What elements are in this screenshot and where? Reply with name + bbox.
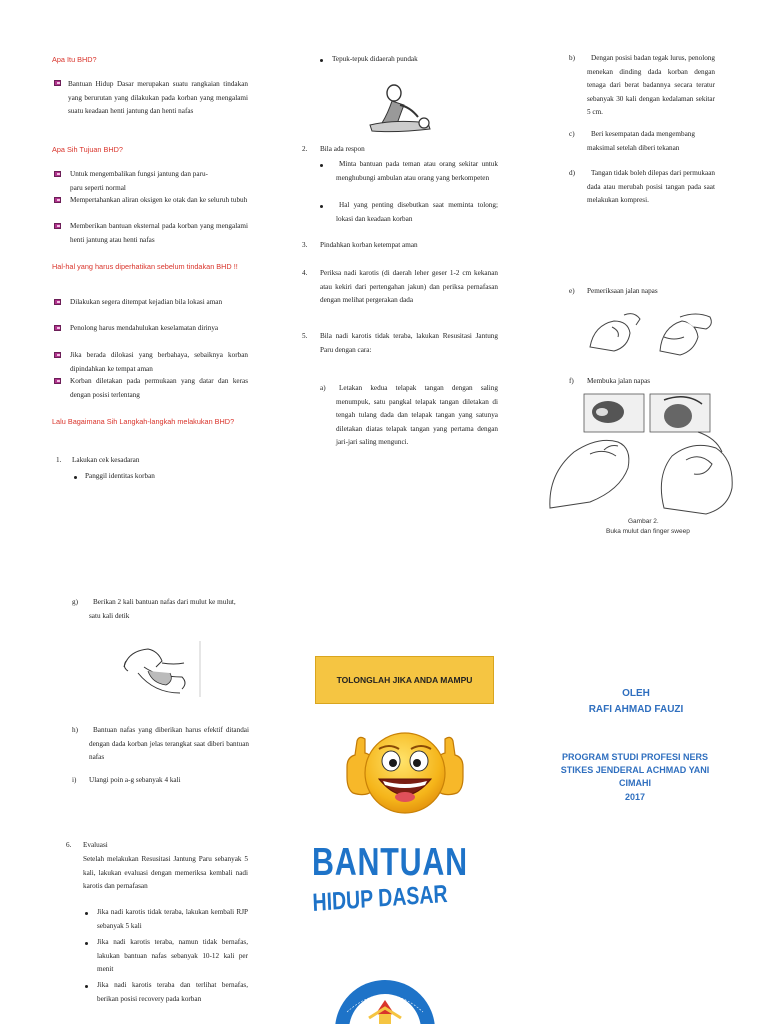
sub-text: Letakan kedua telapak tangan dengan saling menumpuk, satu pangkal telapak tangan diletakan di tengah tulang dada dan telapak tangan yang satunya diletakan diatas telapak tangan yang pertama dengan jari-jari saling mengunci. bbox=[336, 384, 498, 447]
step-number: 6. bbox=[66, 841, 72, 849]
evaluation-bullet: Jika nadi karotis tidak teraba, lakukan kembali RJP sebanyak 5 kali bbox=[97, 908, 248, 930]
mouth-to-mouth-illustration bbox=[118, 637, 204, 699]
step-text: Lakukan cek kesadaran bbox=[72, 456, 140, 464]
bullet-dot bbox=[85, 985, 88, 988]
slogan-text: TOLONGLAH JIKA ANDA MAMPU bbox=[336, 675, 473, 685]
heading-hal-hal: Hal-hal yang harus diperhatikan sebelum tindakan BHD !! bbox=[52, 262, 238, 271]
sub-text: Tangan tidak boleh dilepas dari permukaan dada atau merubah posisi tangan pada saat melakukan kompresi. bbox=[587, 169, 715, 205]
sub-text: Bantuan nafas yang diberikan harus efektif ditandai dengan dada korban jelas terangkat saat diberi bantuan nafas bbox=[89, 726, 249, 762]
sub-text: Beri kesempatan dada mengembang maksimal setelah diberi tekanan bbox=[587, 130, 695, 152]
step-number: 4. bbox=[302, 269, 308, 277]
shoulder-tap-illustration bbox=[366, 77, 436, 135]
step-text: Setelah melakukan Resusitasi Jantung Paru sebanyak 5 kali, lakukan evaluasi dengan memeriksa kembali nadi karotis dan pernafasan bbox=[83, 855, 248, 891]
airway-check-illustration bbox=[584, 307, 724, 361]
brochure-title: BANTUAN bbox=[312, 841, 468, 884]
bullet-icon bbox=[54, 223, 61, 229]
by-label: OLEH bbox=[622, 688, 650, 699]
sub-label: b) bbox=[569, 54, 575, 62]
slogan-banner bbox=[315, 656, 494, 704]
sub-label: c) bbox=[569, 130, 575, 138]
institution-name: STIKES JENDERAL ACHMAD YANI bbox=[560, 765, 710, 775]
sub-label: i) bbox=[72, 776, 77, 784]
open-airway-illustration bbox=[546, 390, 740, 518]
sub-label: f) bbox=[569, 377, 574, 385]
figure-caption: Gambar 2. bbox=[628, 518, 659, 525]
program-name: PROGRAM STUDI PROFESI NERS bbox=[561, 752, 708, 762]
sub-text: Dengan posisi badan tegak lurus, penolong menekan dinding dada korban dengan tenaga dari berat badannya secara teratur sebanyak 30 kali dengan kedalaman sekitar 5 cm. bbox=[587, 54, 715, 117]
bullet-dot bbox=[320, 164, 323, 167]
bullet-dot bbox=[85, 942, 88, 945]
sub-label: e) bbox=[569, 287, 575, 295]
sub-label: d) bbox=[569, 169, 575, 177]
step-number: 1. bbox=[56, 456, 62, 464]
bullet-dot bbox=[74, 476, 77, 479]
heading-tujuan: Apa Sih Tujuan BHD? bbox=[52, 145, 123, 154]
bullet-icon bbox=[54, 325, 61, 331]
hal-item: Penolong harus mendahulukan keselamatan dirinya bbox=[70, 324, 219, 332]
tujuan-item: Untuk mengembalikan fungsi jantung dan paru-paru seperti normal bbox=[70, 170, 208, 192]
bullet-icon bbox=[54, 80, 61, 86]
bullet-icon bbox=[54, 171, 61, 177]
sub-text: Membuka jalan napas bbox=[587, 377, 651, 385]
step-bullet: Tepuk-tepuk didaerah pundak bbox=[332, 55, 418, 63]
tujuan-item: Memberikan bantuan eksternal pada korban yang mengalami henti jantung atau henti nafas bbox=[70, 222, 248, 244]
bullet-dot bbox=[320, 59, 323, 62]
sub-text: Ulangi poin a-g sebanyak 4 kali bbox=[89, 776, 181, 784]
heading-apa-itu-bhd: Apa Itu BHD? bbox=[52, 55, 97, 64]
step-number: 2. bbox=[302, 145, 308, 153]
step-number: 5. bbox=[302, 332, 308, 340]
step-bullet: Panggil identitas korban bbox=[85, 472, 155, 480]
author-name: RAFI AHMAD FAUZI bbox=[588, 704, 684, 715]
hal-item: Jika berada dilokasi yang berbahaya, sebaiknya korban dipindahkan ke tempat aman bbox=[70, 351, 248, 373]
heading-langkah: Lalu Bagaimana Sih Langkah-langkah melakukan BHD? bbox=[52, 417, 235, 426]
step-bullet: Hal yang penting disebutkan saat meminta tolong; lokasi dan keadaan korban bbox=[336, 201, 498, 223]
sub-label: g) bbox=[72, 598, 78, 606]
stikes-logo-icon bbox=[333, 978, 437, 1024]
step-text: Bila ada respon bbox=[320, 145, 365, 153]
definition-text: Bantuan Hidup Dasar merupakan suatu rangkaian tindakan yang berurutan yang dilakukan pada korban yang mengalami suatu keadaan henti jantung dan henti nafas bbox=[68, 80, 248, 116]
bullet-icon bbox=[54, 197, 61, 203]
evaluation-bullet: Jika nadi karotis teraba, namun tidak bernafas, lakukan bantuan nafas sebanyak 10-12 kali per menit bbox=[97, 938, 248, 974]
tujuan-item: Mempertahankan aliran oksigen ke otak dan ke seluruh tubuh bbox=[70, 196, 248, 204]
sub-text: Pemeriksaan jalan napas bbox=[587, 287, 658, 295]
bullet-dot bbox=[320, 205, 323, 208]
figure-caption: Buka mulut dan finger sweep bbox=[606, 528, 690, 535]
evaluation-bullet: Jika nadi karotis teraba dan terlihat bernafas, berikan posisi recovery pada korban bbox=[97, 981, 248, 1003]
brochure-subtitle: HIDUP DASAR bbox=[312, 879, 449, 917]
bullet-dot bbox=[85, 912, 88, 915]
city-name: CIMAHI bbox=[619, 778, 651, 788]
thumbs-up-emoji-icon bbox=[343, 727, 467, 821]
step-number: 3. bbox=[302, 241, 308, 249]
bullet-icon bbox=[54, 378, 61, 384]
step-text: Pindahkan korban ketempat aman bbox=[320, 241, 418, 249]
hal-item: Dilakukan segera ditempat kejadian bila lokasi aman bbox=[70, 298, 223, 306]
bullet-icon bbox=[54, 352, 61, 358]
step-bullet: Minta bantuan pada teman atau orang sekitar untuk menghubungi ambulan atau orang yang berkompeten bbox=[336, 160, 498, 182]
sub-label: a) bbox=[320, 384, 326, 392]
step-text: Bila nadi karotis tidak teraba, lakukan Resusitasi Jantung Paru dengan cara: bbox=[320, 332, 498, 354]
bullet-icon bbox=[54, 299, 61, 305]
step-title: Evaluasi bbox=[83, 841, 108, 849]
sub-text: Berikan 2 kali bantuan nafas dari mulut ke mulut, satu kali detik bbox=[89, 598, 236, 620]
step-text: Periksa nadi karotis (di daerah leher geser 1-2 cm kekanan atau kekiri dari pertengahan jakun) dan periksa pernafasan dengan melihat pergerakan dada bbox=[320, 269, 498, 305]
hal-item: Korban diletakan pada permukaan yang datar dan keras dengan posisi terlentang bbox=[70, 377, 248, 399]
year-label: 2017 bbox=[624, 792, 646, 802]
sub-label: h) bbox=[72, 726, 78, 734]
